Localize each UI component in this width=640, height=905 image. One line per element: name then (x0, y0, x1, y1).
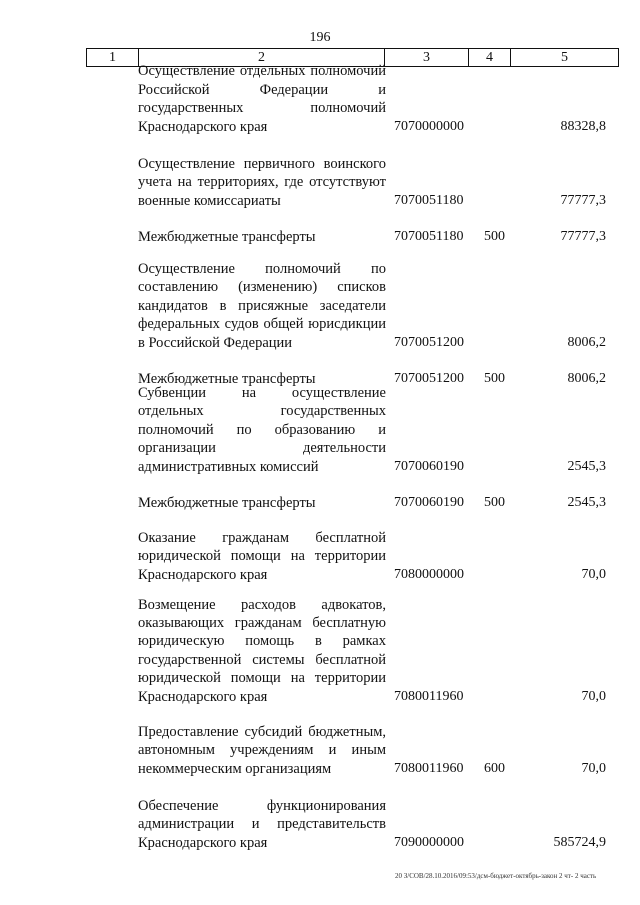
row-amount: 8006,2 (567, 371, 606, 386)
row-code: 7070060190 (394, 495, 464, 510)
row-amount: 585724,9 (553, 835, 606, 850)
row-code: 7080011960 (394, 689, 464, 704)
row-code: 7070051200 (394, 335, 464, 350)
row-description: Межбюджетные трансферты (138, 370, 316, 387)
row-description: Субвенции на осуществление отдельных государственных полномочий по образованию и организации деятельности административных комиссий (138, 384, 386, 475)
row-code: 7070051180 (394, 229, 464, 244)
row-amount: 70,0 (581, 567, 606, 582)
table-row (0, 384, 640, 476)
row-amount: 70,0 (581, 689, 606, 704)
row-description: Осуществление отдельных полномочий Российской Федерации и государственных полномочий Краснодарского края (138, 63, 386, 135)
row-description: Оказание гражданам бесплатной юридической помощи на территории Краснодарского края (138, 529, 386, 583)
row-expense-type: 500 (484, 495, 505, 510)
row-description: Осуществление первичного воинского учета на территориях, где отсутствуют военные комиссариаты (138, 155, 386, 209)
table-row (0, 154, 640, 210)
row-code: 7070051200 (394, 371, 464, 386)
row-description: Межбюджетные трансферты (138, 494, 316, 511)
row-description: Предоставление субсидий бюджетным, автономным учреждениям и иным некоммерческим организациям (138, 723, 386, 777)
table-row (0, 596, 640, 706)
page-number: 196 (309, 30, 331, 45)
table-row (0, 722, 640, 778)
row-expense-type: 500 (484, 229, 505, 244)
row-code: 7080011960 (394, 761, 464, 776)
row-amount: 88328,8 (560, 119, 606, 134)
row-amount: 77777,3 (560, 229, 606, 244)
table-row (0, 528, 640, 584)
row-code: 7080000000 (394, 567, 464, 582)
row-expense-type: 500 (484, 371, 505, 386)
row-description: Межбюджетные трансферты (138, 228, 316, 245)
column-header-5: 5 (511, 49, 619, 67)
column-header-3: 3 (385, 49, 469, 67)
row-amount: 2545,3 (567, 459, 606, 474)
row-amount: 77777,3 (560, 193, 606, 208)
row-code: 7090000000 (394, 835, 464, 850)
row-amount: 8006,2 (567, 335, 606, 350)
column-header-4: 4 (469, 49, 511, 67)
table-row (0, 492, 640, 512)
row-code: 7070000000 (394, 119, 464, 134)
row-code: 7070051180 (394, 193, 464, 208)
table-row (0, 226, 640, 246)
row-expense-type: 600 (484, 761, 505, 776)
row-amount: 2545,3 (567, 495, 606, 510)
column-header-2: 2 (139, 49, 385, 67)
row-description: Возмещение расходов адвокатов, оказывающих гражданам бесплатную юридическую помощь в рамках государственной системы бесплатной юридической помощи на территории Краснодарского края (138, 596, 386, 705)
table-row (0, 63, 640, 136)
row-amount: 70,0 (581, 761, 606, 776)
table-row (0, 262, 640, 352)
table-row (0, 796, 640, 852)
row-code: 7070060190 (394, 459, 464, 474)
column-header-1: 1 (87, 49, 139, 67)
row-description: Осуществление полномочий по составлению (изменению) списков кандидатов в присяжные заседатели федеральных судов общей юрисдикции в Российской Федерации (138, 260, 386, 351)
footer-document-stamp: 20 З/СОВ/28.10.2016/09:53/дсм-бюджет-октябрь-закон 2 чт- 2 часть (395, 872, 597, 880)
row-description: Обеспечение функционирования администрации и представительств Краснодарского края (138, 797, 386, 851)
